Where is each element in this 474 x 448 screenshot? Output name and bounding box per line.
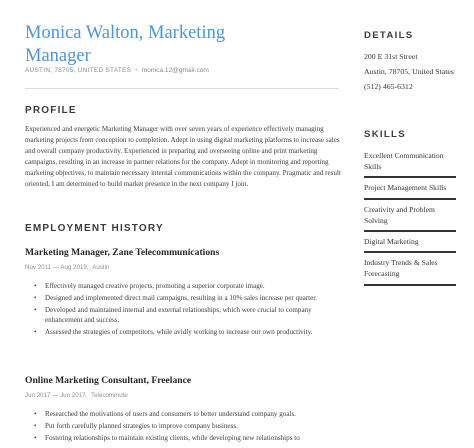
bullet-dot-icon: •	[34, 328, 37, 337]
street-address: 200 E 31st Street	[364, 52, 418, 61]
skill-level-fill	[364, 251, 456, 253]
list-item	[34, 409, 334, 420]
skill-label: Industry Trends & Sales Forecasting	[364, 258, 438, 279]
skill-level-bar	[364, 230, 456, 232]
skill-level-fill	[364, 230, 456, 232]
address-line: AUSTIN, 78705, UNITED STATES	[25, 67, 132, 74]
phone-number: (512) 465-6312	[364, 82, 413, 92]
skill-level-fill	[364, 284, 456, 286]
bullet-dot-icon: •	[34, 282, 37, 290]
skill-level-bar	[364, 176, 456, 178]
separator-bullet: •	[135, 67, 138, 74]
skill-item	[364, 257, 456, 282]
job-location: Telecommute	[91, 392, 128, 399]
details-block	[364, 51, 456, 96]
candidate-name: Monica Walton, Marketing Manager	[25, 23, 226, 66]
job-bullet-list	[34, 281, 334, 339]
job-meta	[25, 392, 128, 399]
skill-item	[364, 236, 456, 250]
profile-heading: PROFILE	[25, 105, 77, 116]
email-link[interactable]: monica.12@gmail.com	[141, 67, 209, 74]
skill-label: Project Management Skills	[364, 183, 447, 193]
bullet-dot-icon: •	[34, 433, 37, 442]
profile-text: Experienced and energetic Marketing Manager with over seven years of experience effectively managing marketing projects from conception to completion. Adept in using digital marketing platforms to increase sales and overall company productivity. Experienced in preparing and overseeing online and print marketing campaigns, resulting in an increase in partner relations for the company. Adept in monitoring and reporting marketing objectives, to maintain necessary internal communications within the company. Pragmatic and result oriented, I am determined to build market presence in the next company I join.	[25, 125, 341, 188]
list-item	[34, 327, 334, 338]
list-item	[34, 305, 334, 327]
details-heading: DETAILS	[364, 30, 414, 41]
bullet-text: Fostering relationships to maintain existing clients, while developing new relationships to	[45, 433, 300, 442]
bullet-dot-icon: •	[34, 305, 37, 314]
job-title: Marketing Manager, Zane Telecommunications	[25, 247, 220, 258]
list-item	[34, 421, 334, 432]
bullet-text: Assessed the strategies of competitors, while avidly working to increase our own productivity.	[45, 328, 313, 337]
list-item	[34, 293, 334, 304]
job-dates: Nov 2011 — Aug 2019,	[25, 264, 89, 271]
skill-label: Digital Marketing	[364, 237, 419, 247]
bullet-dot-icon: •	[34, 421, 37, 430]
job-location: Austin	[92, 264, 110, 271]
skill-level-bar	[364, 251, 456, 253]
job-bullet-list	[34, 409, 334, 444]
bullet-text: Researched the motivations of users and consumers to better understand company goals.	[45, 410, 296, 418]
list-item	[34, 433, 334, 444]
city-address: Austin, 78705, United States	[364, 67, 454, 77]
skill-level-fill	[364, 198, 456, 200]
header-divider	[25, 88, 339, 89]
skill-item	[364, 182, 456, 196]
job-meta	[25, 264, 109, 271]
skills-list	[364, 150, 456, 290]
bullet-text: Effectively managed creative projects, promoting a superior corporate image.	[45, 282, 265, 290]
skill-level-fill	[364, 176, 456, 178]
bullet-dot-icon: •	[34, 293, 37, 302]
bullet-text: Put forth carefully planned strategies to improve company business.	[45, 421, 238, 430]
skill-label: Creativity and Problem Solving	[364, 204, 435, 225]
skill-item	[364, 150, 456, 175]
skills-heading: SKILLS	[364, 129, 406, 140]
skill-item	[364, 204, 456, 229]
contact-line	[25, 67, 209, 74]
skill-label: Excellent Communication Skills	[364, 151, 444, 172]
skill-level-bar	[364, 284, 456, 286]
skill-level-bar	[364, 198, 456, 200]
list-item	[34, 281, 334, 292]
job-dates: Jun 2017 — Jun 2017,	[25, 392, 88, 399]
bullet-text: Developed and maintained internal and external relationships, which were crucial to company enhancement and success.	[45, 305, 312, 325]
employment-heading: EMPLOYMENT HISTORY	[25, 223, 164, 234]
job-title: Online Marketing Consultant, Freelance	[25, 375, 192, 386]
bullet-dot-icon: •	[34, 410, 37, 418]
bullet-text: Designed and implemented direct mail campaigns, resulting in a 10% sales increase per quarter.	[45, 293, 318, 302]
